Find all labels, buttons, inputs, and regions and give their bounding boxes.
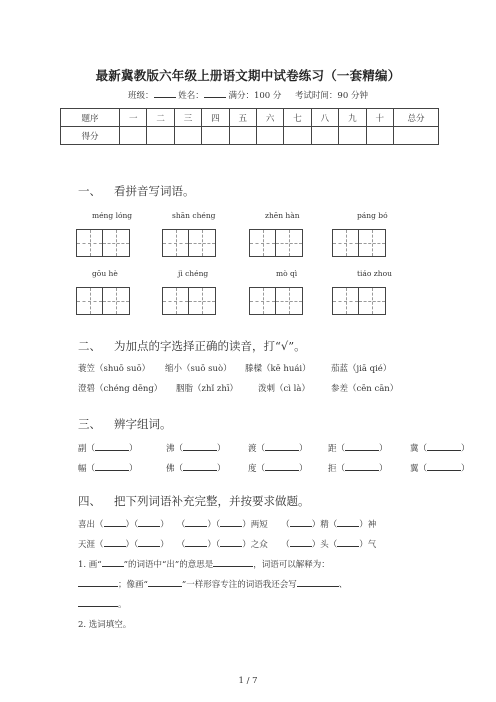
reading-choice[interactable]: 泼刺（cì là） (258, 384, 310, 394)
answer-blank[interactable] (220, 538, 242, 547)
header-cell: 总分 (394, 109, 439, 127)
question-text: 1. 画“ (78, 560, 102, 570)
idiom-text: ）神 (359, 520, 377, 530)
page-number: 1 / 7 (238, 676, 258, 686)
grid-cell[interactable] (162, 229, 189, 257)
grid-cell[interactable] (249, 287, 276, 315)
header-cell: 四 (202, 109, 229, 127)
answer-blank[interactable] (148, 578, 182, 587)
idiom-text: 喜出（ (78, 520, 104, 530)
answer-blank[interactable] (290, 518, 312, 527)
grid-cell[interactable] (249, 229, 276, 257)
row-label: 得分 (61, 127, 120, 145)
answer-blank[interactable] (183, 462, 217, 471)
idiom-text: ）（ (125, 520, 139, 530)
answer-blank[interactable] (104, 518, 126, 527)
char: 拒 (328, 464, 337, 474)
answer-blank[interactable] (290, 538, 312, 547)
section-2-heading (78, 338, 306, 354)
grid-cell[interactable] (276, 229, 303, 257)
score-cell[interactable] (394, 127, 439, 145)
score-cell[interactable] (120, 127, 147, 145)
answer-blank[interactable] (185, 518, 207, 527)
reading-choice[interactable]: 茄蓝（jiā qié） (331, 364, 392, 374)
grid-cell[interactable] (76, 229, 103, 257)
idiom-text: ）头（ (311, 540, 338, 550)
score-cell[interactable] (147, 127, 174, 145)
name-blank[interactable] (204, 88, 226, 98)
writing-grid[interactable] (162, 229, 216, 257)
answer-blank[interactable] (427, 442, 461, 451)
score-cell[interactable] (229, 127, 256, 145)
question-text: ”的词语中“出”的意思是 (123, 560, 214, 570)
section-number: 三、 (78, 417, 101, 431)
pinyin: jì chéng (178, 269, 209, 278)
grid-cell[interactable] (189, 287, 216, 315)
idiom-text: （ (281, 540, 290, 550)
header-cell: 六 (256, 109, 283, 127)
header-cell: 十 (366, 109, 393, 127)
question-1-line2 (78, 578, 347, 590)
answer-blank[interactable] (183, 442, 217, 451)
score-cell[interactable] (256, 127, 283, 145)
idiom-text: （ (281, 520, 290, 530)
header-cell: 九 (339, 109, 366, 127)
score-cell[interactable] (174, 127, 201, 145)
writing-grid[interactable] (332, 287, 386, 315)
char: 翼 (410, 464, 419, 474)
question-1-line3 (78, 598, 127, 610)
pinyin: zhēn hàn (265, 211, 300, 220)
idiom-text: ） (160, 540, 169, 550)
word-group-row: 副（ ） 沸（ ） 渡（ ） 距（ ） 冀（ ） (78, 444, 470, 454)
section-number: 一、 (78, 184, 101, 198)
idiom-row (78, 538, 376, 550)
pinyin: páng bó (357, 211, 388, 220)
idiom-text: ）（ (207, 520, 221, 530)
answer-blank[interactable] (138, 518, 160, 527)
section-number: 二、 (78, 339, 101, 353)
answer-blank[interactable] (220, 518, 242, 527)
question-text: ；像画“ (118, 580, 148, 590)
header-cell: 题序 (61, 109, 120, 127)
section-4-heading (78, 493, 310, 509)
writing-grid[interactable] (76, 287, 130, 315)
reading-choice[interactable]: 滕樑（kē huái） (245, 364, 311, 374)
idiom-text: 天涯（ (78, 540, 104, 550)
score-cell[interactable] (202, 127, 229, 145)
answer-blank[interactable] (427, 462, 461, 471)
section-text: 辨字组词。 (114, 417, 172, 431)
grid-cell[interactable] (103, 229, 130, 257)
word-group-row: 幅（ ） 佛（ ） 度（ ） 拒（ ） 翼（ ） (78, 464, 470, 474)
char: 副 (78, 444, 87, 454)
question-1-line1 (78, 558, 330, 570)
question-2: 2. 选词填空。 (78, 620, 132, 630)
answer-blank[interactable] (265, 462, 299, 471)
grid-cell[interactable] (332, 287, 359, 315)
writing-grid[interactable] (162, 287, 216, 315)
char: 距 (328, 444, 337, 454)
writing-grid[interactable] (332, 229, 386, 257)
grid-cell[interactable] (76, 287, 103, 315)
section-number: 四、 (78, 494, 101, 508)
char: 幅 (78, 464, 87, 474)
pinyin: méng lóng (92, 211, 133, 220)
question-text: ”一样形容专注的词语我还会写 (181, 580, 297, 590)
pinyin: mò qì (276, 269, 298, 278)
score-cell[interactable] (339, 127, 366, 145)
char: 度 (248, 464, 257, 474)
section-text: 看拼音写词语。 (114, 184, 195, 198)
answer-blank[interactable] (337, 518, 359, 527)
section-1-heading (78, 183, 195, 199)
idiom-text: （ (176, 540, 186, 550)
score-table (60, 108, 439, 145)
grid-cell[interactable] (276, 287, 303, 315)
idiom-row (78, 518, 376, 530)
char: 渡 (248, 444, 257, 454)
idiom-text: ）精（ (311, 520, 338, 530)
writing-grid[interactable] (249, 229, 303, 257)
grid-cell[interactable] (103, 287, 130, 315)
header-cell: 五 (229, 109, 256, 127)
header-cell: 二 (147, 109, 174, 127)
answer-blank[interactable] (138, 538, 160, 547)
score-cell[interactable] (366, 127, 393, 145)
reading-choice[interactable]: 蓑笠（shuō suō） (78, 364, 151, 374)
char: 沸 (166, 444, 175, 454)
answer-blank[interactable] (95, 462, 129, 471)
grid-cell[interactable] (189, 229, 216, 257)
grid-cell[interactable] (332, 229, 359, 257)
char: 冀 (410, 444, 419, 454)
question-text: 。 (118, 600, 127, 610)
section-text: 为加点的字选择正确的读音，打“√”。 (114, 339, 306, 353)
reading-choice[interactable]: 缩小（suō suò） (165, 364, 232, 374)
answer-blank[interactable] (337, 538, 359, 547)
answer-blank[interactable] (213, 558, 253, 567)
class-label: 班级： (128, 91, 154, 101)
answer-blank[interactable] (104, 538, 126, 547)
answer-blank[interactable] (265, 442, 299, 451)
idiom-text: ） (160, 520, 169, 530)
score-cell[interactable] (311, 127, 338, 145)
answer-blank[interactable] (78, 578, 118, 587)
writing-grid[interactable] (249, 287, 303, 315)
reading-choice[interactable]: 澄碧（chéng dēng） (78, 384, 163, 394)
time-label: 考试时间：90 分钟 (294, 91, 368, 101)
header-cell: 三 (174, 109, 201, 127)
reading-choice[interactable]: 胭脂（zhǐ zhī） (176, 384, 239, 394)
score-table-row (61, 127, 439, 145)
answer-blank[interactable] (185, 538, 207, 547)
pinyin: tiáo zhou (357, 269, 392, 278)
name-label: 姓名： (178, 91, 204, 101)
writing-grid[interactable] (76, 229, 130, 257)
idiom-text: （ (176, 520, 186, 530)
idiom-text: ）（ (125, 540, 139, 550)
score-label: 满分：100 分 (228, 91, 282, 101)
pinyin: shān chéng (172, 211, 216, 220)
header-cell: 七 (284, 109, 311, 127)
question-text: 、 (338, 580, 348, 590)
score-cell[interactable] (284, 127, 311, 145)
page-title: 最新冀教版六年级上册语文期中试卷练习（一套精编） (95, 68, 401, 83)
answer-blank[interactable] (345, 462, 379, 471)
idiom-text: ）两短 (242, 520, 268, 530)
answer-blank[interactable] (345, 442, 379, 451)
answer-blank[interactable] (78, 598, 118, 607)
answer-blank[interactable] (297, 578, 339, 587)
class-blank[interactable] (154, 88, 176, 98)
idiom-text: ）（ (207, 540, 221, 550)
grid-cell[interactable] (359, 287, 386, 315)
section-3-heading (78, 416, 172, 432)
reading-choice[interactable]: 参差（cēn cān） (331, 384, 399, 394)
section-text: 把下列词语补充完整，并按要求做题。 (114, 494, 310, 508)
header-cell: 一 (120, 109, 147, 127)
header-cell: 八 (311, 109, 338, 127)
answer-blank[interactable] (102, 558, 124, 567)
idiom-text: ）之众 (242, 540, 268, 550)
grid-cell[interactable] (162, 287, 189, 315)
grid-cell[interactable] (359, 229, 386, 257)
idiom-text: ）气 (359, 540, 377, 550)
exam-info (0, 88, 496, 101)
pinyin: gōu hè (92, 269, 118, 278)
answer-blank[interactable] (95, 442, 129, 451)
question-text: ，词语可以解释为： (253, 560, 330, 570)
score-table-header (61, 109, 439, 127)
char: 佛 (166, 464, 175, 474)
